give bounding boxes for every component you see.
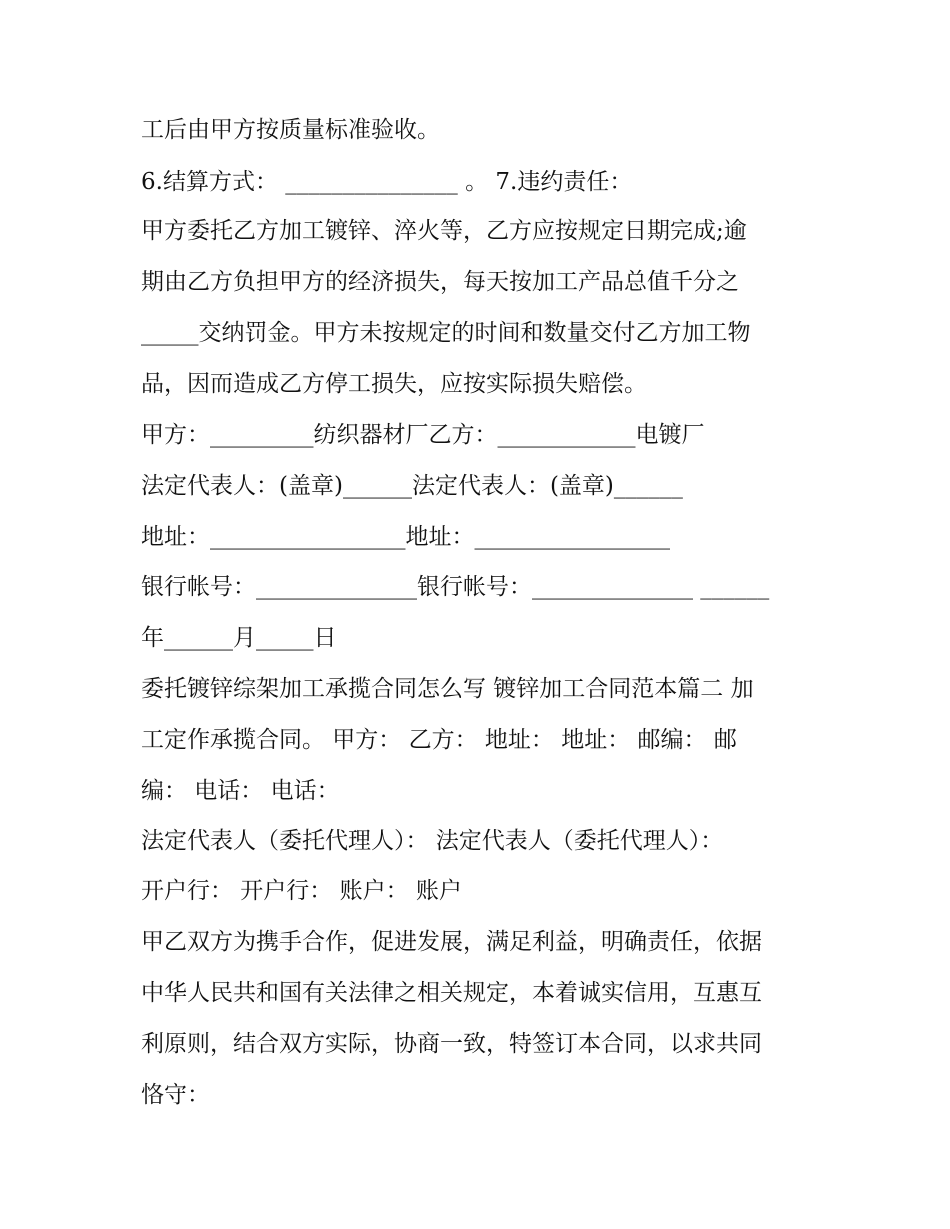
text-line: 工后由甲方按质量标准验收。: [141, 117, 440, 143]
text-line: 法定代表人：(盖章)______法定代表人：(盖章)______: [141, 473, 683, 499]
text-line: 工定作承揽合同。 甲方： 乙方： 地址： 地址： 邮编： 邮: [141, 727, 737, 753]
text-line: 中华人民共和国有关法律之相关规定，本着诚实信用，互惠互: [141, 980, 762, 1006]
text-line: 期由乙方负担甲方的经济损失，每天按加工产品总值千分之: [141, 269, 739, 295]
text-line: 甲方委托乙方加工镀锌、淬火等，乙方应按规定日期完成;逾: [141, 218, 747, 244]
text-line: 地址：_________________地址：_________________: [141, 524, 670, 550]
text-line: 品，因而造成乙方停工损失，应按实际损失赔偿。: [141, 371, 647, 397]
text-line: 银行帐号：______________银行帐号：______________ ______: [141, 574, 770, 600]
text-line: 开户行： 开户行： 账户： 账户: [141, 878, 462, 904]
text-line: 法定代表人（委托代理人）： 法定代表人（委托代理人）：: [141, 828, 724, 854]
text-line: 恪守：: [141, 1082, 210, 1108]
text-line: 6.结算方式： _______________ 。 7.违约责任：: [141, 169, 633, 195]
text-line: 年______月_____日: [141, 625, 337, 651]
text-line: 利原则，结合双方实际，协商一致，特签订本合同，以求共同: [141, 1031, 762, 1057]
text-line: 编： 电话： 电话：: [141, 778, 340, 804]
text-line: 甲乙双方为携手合作，促进发展，满足利益，明确责任，依据: [141, 929, 762, 955]
text-line: _____交纳罚金。甲方未按规定的时间和数量交付乙方加工物: [141, 320, 751, 346]
text-line: 委托镀锌综架加工承揽合同怎么写 镀锌加工合同范本篇二 加: [141, 676, 754, 702]
text-line: 甲方：_________纺织器材厂乙方：____________电镀厂: [141, 422, 705, 448]
